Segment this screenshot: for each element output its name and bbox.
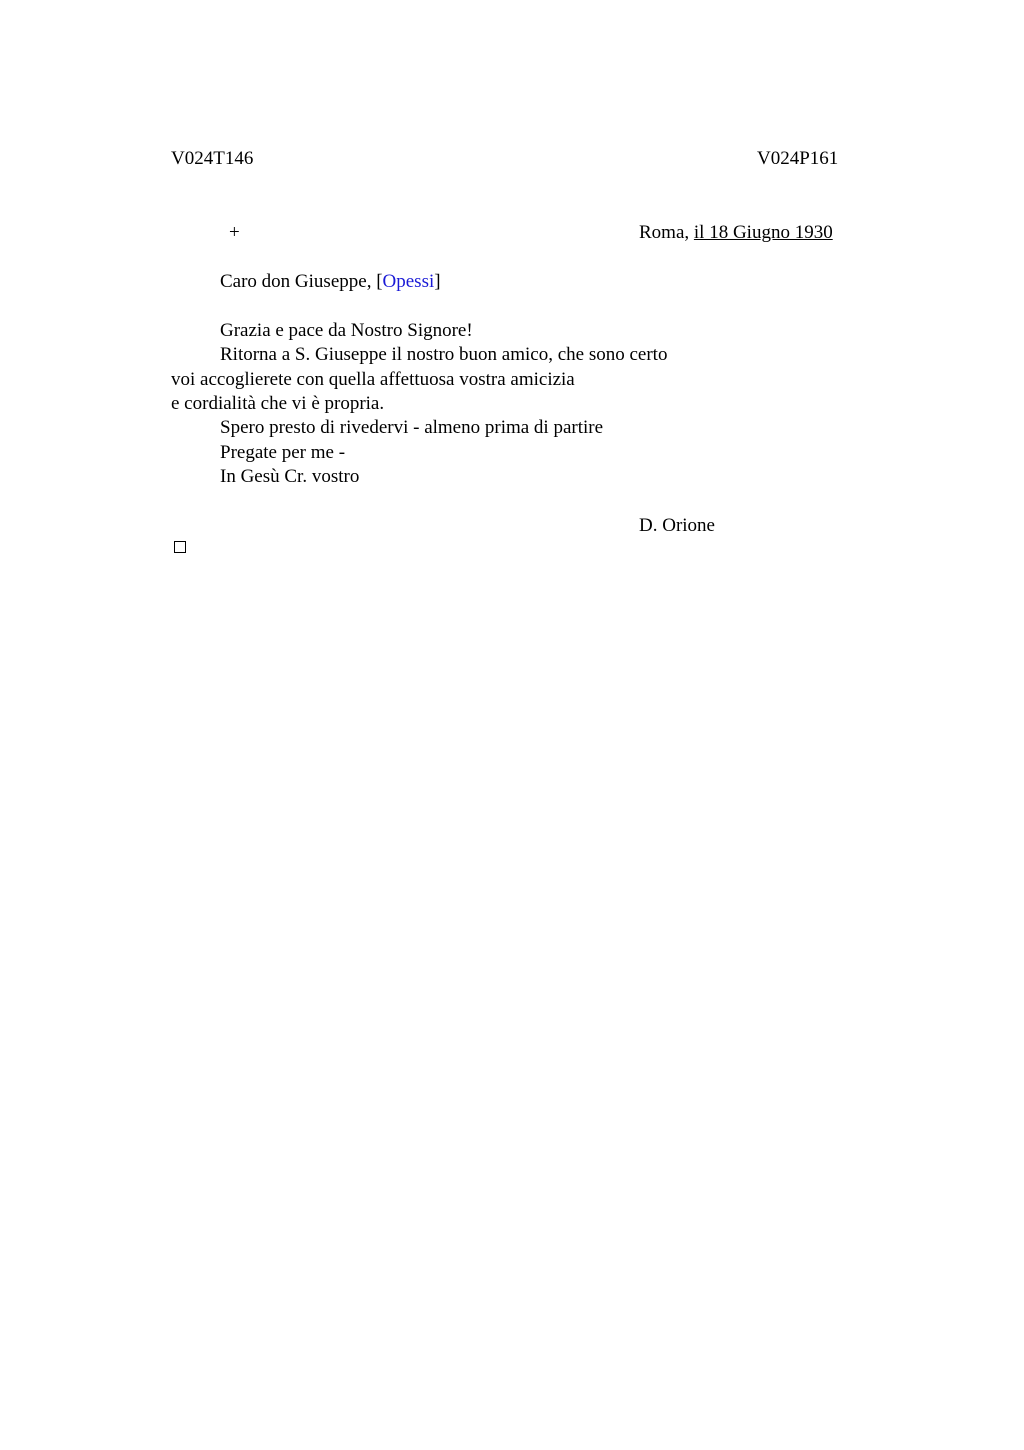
letter-line-1: Grazia e pace da Nostro Signore! [220, 320, 473, 341]
bracket-open: [ [376, 271, 383, 292]
letter-line-2: Ritorna a S. Giuseppe il nostro buon amico, che sono certo [220, 344, 668, 365]
bracket-close: ] [434, 271, 441, 292]
letter-line-7: In Gesù Cr. vostro [220, 466, 360, 487]
letter-line-3: voi accoglierete con quella affettuosa vostra amicizia [171, 369, 575, 390]
left-document-code: V024T146 [171, 148, 254, 169]
cross-symbol: + [229, 222, 240, 243]
signature: D. Orione [639, 515, 715, 536]
salutation: Caro don Giuseppe, [220, 271, 377, 292]
place-name: Roma, [639, 222, 694, 243]
recipient-surname-link[interactable]: Opessi [382, 271, 435, 292]
salutation-line [220, 272, 441, 291]
letter-line-4: e cordialità che vi è propria. [171, 393, 385, 414]
place-date-line [639, 223, 833, 242]
letter-line-5: Spero presto di rivedervi - almeno prima di partire [220, 417, 604, 438]
letter-date: il 18 Giugno 1930 [693, 222, 833, 243]
empty-square-icon [174, 541, 186, 553]
right-document-code: V024P161 [757, 148, 839, 169]
letter-line-6: Pregate per me - [220, 442, 346, 463]
